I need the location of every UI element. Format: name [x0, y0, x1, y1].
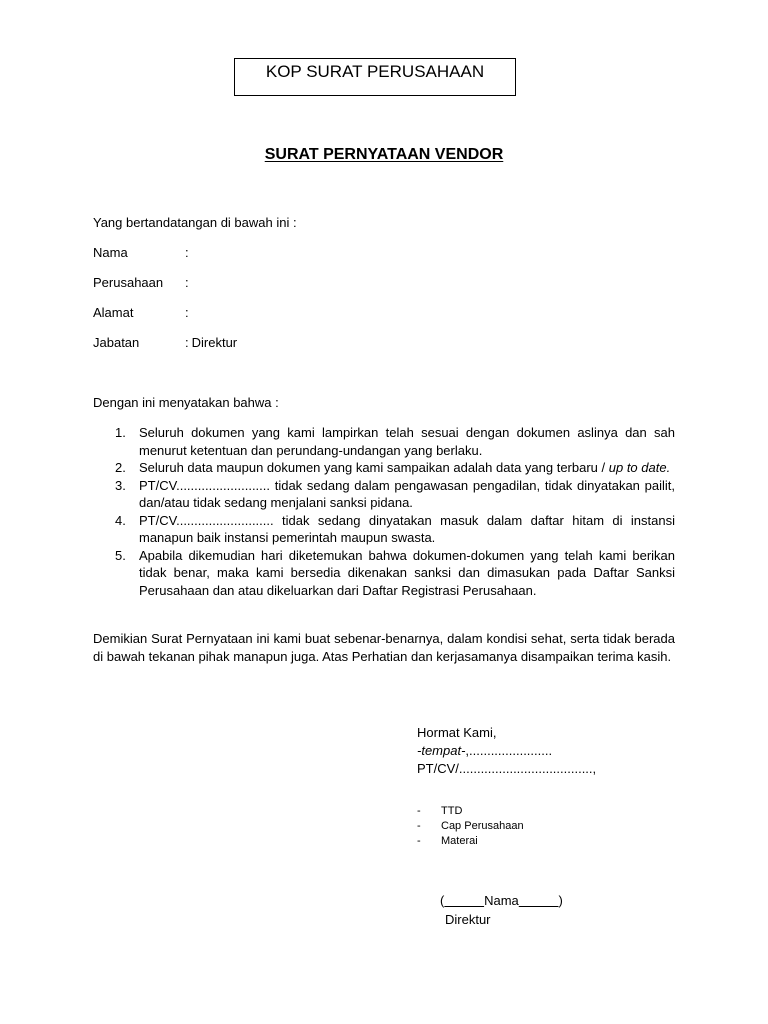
list-item	[417, 819, 524, 834]
name-blank-right	[519, 893, 559, 908]
list-item	[417, 804, 524, 819]
letterhead-box: KOP SURAT PERUSAHAAN	[234, 58, 516, 96]
signature-greeting: Hormat Kami,	[417, 725, 497, 740]
list-text: PT/CV........................... tidak sedang dinyatakan masuk dalam daftar hitam di instansi manapun baik instansi pemerintah maupun swasta.	[139, 512, 675, 545]
identity-intro: Yang bertandatangan di bawah ini :	[93, 215, 297, 230]
signature-place-date: ,.......................	[465, 743, 553, 758]
field-label: Alamat	[93, 305, 134, 320]
list-item	[93, 459, 675, 477]
signature-place	[417, 742, 552, 760]
field-label: Jabatan	[93, 335, 140, 350]
list-text: Materai	[441, 835, 478, 847]
statement-intro: Dengan ini menyatakan bahwa :	[93, 395, 279, 410]
field-label: Perusahaan	[93, 275, 164, 290]
list-item	[93, 477, 675, 512]
list-item	[417, 834, 524, 849]
document-title: SURAT PERNYATAAN VENDOR	[264, 146, 504, 163]
signature-name-line	[440, 892, 563, 910]
name-blank-left	[444, 893, 484, 908]
list-dash: -	[417, 820, 421, 832]
attachment-list	[417, 804, 524, 849]
field-value: Direktur	[191, 335, 238, 350]
paren-close: )	[558, 893, 563, 908]
signature-company: PT/CV/.....................................,	[417, 761, 597, 776]
list-text: PT/CV.......................... tidak sedang dalam pengawasan pengadilan, tidak dinyatakan pailit, dan/atau tidak sedang menjalani sanksi pidana.	[139, 477, 675, 510]
list-number: 5.	[115, 547, 126, 563]
list-number: 2.	[115, 460, 126, 475]
closing-paragraph: Demikian Surat Pernyataan ini kami buat sebenar-benarnya, dalam kondisi sehat, serta tidak berada di bawah tekanan pihak manapun juga. Atas Perhatian dan kerjasamanya disampaikan terima kasih.	[93, 631, 675, 664]
list-number: 1.	[115, 425, 126, 440]
list-text: Cap Perusahaan	[441, 820, 524, 832]
field-colon: :	[185, 275, 189, 290]
list-text: Seluruh data maupun dokumen yang kami sampaikan adalah data yang terbaru /	[139, 460, 609, 475]
field-colon: :	[185, 335, 189, 350]
list-text: Apabila dikemudian hari diketemukan bahwa dokumen-dokumen yang telah kami berikan tidak benar, maka kami bersedia dikenakan sanksi dan dimasukan pada Daftar Sanksi Perusahaan dan atau dikeluarkan dari Daftar Registrasi Perusahaan.	[139, 547, 675, 598]
field-colon: :	[185, 305, 189, 320]
list-dash: -	[417, 835, 421, 847]
list-text-italic: up to date.	[608, 460, 671, 475]
paren-open: (	[440, 893, 445, 908]
name-label: Nama	[484, 893, 519, 908]
list-text: Seluruh dokumen yang kami lampirkan telah sesuai dengan dokumen aslinya dan sah menurut ketentuan dan perundang-undangan yang berlaku.	[139, 425, 675, 458]
list-item	[93, 512, 675, 547]
signature-place-label: -tempat-	[417, 743, 466, 758]
list-number: 4.	[115, 512, 126, 528]
list-item	[93, 424, 675, 459]
list-number: 3.	[115, 477, 126, 493]
list-dash: -	[417, 805, 421, 817]
signature-role: Direktur	[445, 912, 491, 927]
field-label: Nama	[93, 245, 128, 260]
list-text: TTD	[441, 805, 463, 817]
list-item	[93, 547, 675, 600]
field-colon: :	[185, 245, 189, 260]
statement-list	[93, 424, 675, 599]
